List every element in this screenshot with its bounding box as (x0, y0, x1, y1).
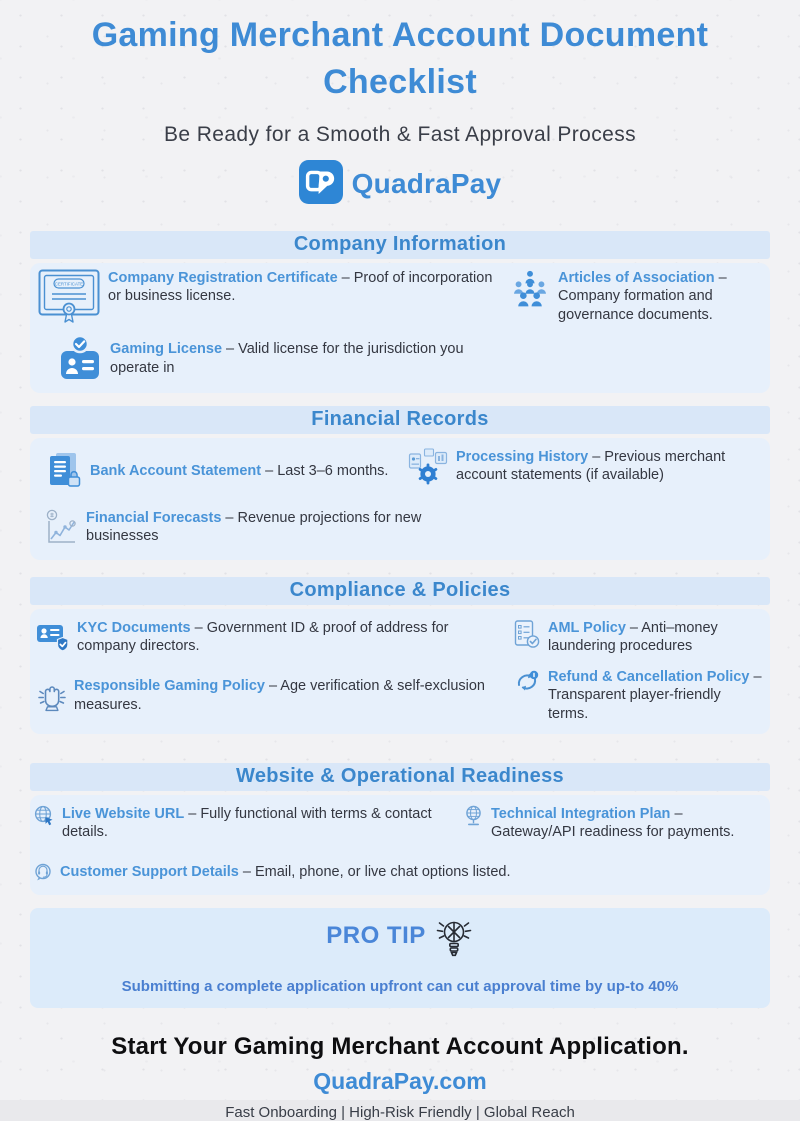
kyc-id-shield-icon (36, 622, 69, 652)
section-title: Company Information (293, 233, 507, 256)
list-item (464, 805, 766, 848)
list-item (510, 269, 762, 329)
item-title: Company Registration Certificate (108, 269, 338, 286)
gear-documents-icon (408, 448, 448, 486)
lightbulb-icon (434, 917, 474, 966)
item-desc: – Gateway/API readiness for payments. (491, 805, 735, 841)
certificate-icon (38, 269, 100, 325)
item-title: Articles of Association (558, 269, 715, 286)
item-title: Gaming License (110, 341, 223, 358)
item-title: Refund & Cancellation Policy (548, 668, 750, 685)
item-desc: – Revenue projections for new businesses (86, 509, 422, 545)
page-title: Gaming Merchant Account Document Checklist (91, 16, 709, 101)
item-desc: – Age verification & self-exclusion measures. (74, 678, 485, 713)
chart-forecast-icon (44, 508, 78, 546)
section-title: Website & Operational Readiness (236, 765, 564, 788)
list-item (38, 448, 398, 495)
item-title: Financial Forecasts (86, 509, 222, 526)
section-content (30, 795, 770, 895)
item-desc: – Last 3–6 months. (265, 463, 389, 480)
item-desc: – Anti–money laundering procedures (548, 619, 718, 655)
globe-stand-icon (464, 805, 483, 827)
item-title: AML Policy (548, 619, 626, 636)
list-item (514, 668, 764, 724)
people-group-icon (510, 269, 550, 311)
item-desc: – Proof of incorporation or business license. (108, 269, 493, 305)
item-title: KYC Documents (77, 619, 191, 636)
refresh-coin-icon (514, 668, 540, 695)
item-desc: – Valid license for the jurisdiction you operate in (110, 341, 464, 376)
bank-statement-icon (46, 451, 82, 491)
brand-name: QuadraPay (351, 168, 502, 200)
item-title: Processing History (456, 448, 589, 465)
item-title: Bank Account Statement (90, 463, 262, 480)
id-card-check-icon (58, 335, 102, 383)
pro-tip-title: PRO TIP (326, 921, 426, 949)
item-desc: – Government ID & proof of address for company directors. (77, 619, 449, 655)
fist-icon (36, 680, 66, 712)
section-compliance-policies (30, 577, 770, 734)
section-website-readiness (30, 763, 770, 895)
globe-cursor-icon (34, 805, 54, 826)
section-title: Financial Records (311, 408, 489, 431)
section-content (30, 263, 770, 393)
section-header (30, 577, 770, 605)
section-header (30, 763, 770, 791)
list-item (514, 619, 764, 656)
section-content (30, 438, 770, 560)
item-desc: – Transparent player-friendly terms. (548, 668, 762, 722)
list-item (408, 448, 762, 495)
website-link[interactable]: QuadraPay.com (313, 1067, 487, 1094)
item-title: Responsible Gaming Policy (74, 678, 265, 695)
item-desc: – Previous merchant account statements (if available) (456, 448, 726, 484)
item-title: Technical Integration Plan (491, 805, 671, 822)
list-item (36, 619, 504, 656)
list-item (38, 333, 500, 385)
list-item (38, 269, 500, 329)
checklist-check-icon (514, 619, 540, 649)
section-header (30, 231, 770, 259)
svg-text:CERTIFICATE: CERTIFICATE (54, 281, 84, 287)
section-title: Compliance & Policies (289, 579, 511, 602)
section-header (30, 406, 770, 434)
list-item (38, 505, 490, 550)
section-content (30, 609, 770, 734)
chat-support-icon (34, 863, 52, 881)
brand-logo (0, 160, 800, 209)
item-desc: – Email, phone, or live chat options listed. (242, 863, 511, 880)
page-subtitle: Be Ready for a Smooth & Fast Approval Process (163, 122, 637, 146)
list-item (34, 860, 766, 885)
list-item (36, 668, 504, 724)
item-title: Customer Support Details (60, 863, 239, 880)
quadrapay-logo-icon (299, 160, 343, 209)
pro-tip-text: Submitting a complete application upfront can cut approval time by up-to 40% (121, 977, 679, 995)
footer-cta: Start Your Gaming Merchant Account Application. (111, 1032, 689, 1060)
item-desc: – Fully functional with terms & contact details. (62, 805, 432, 841)
pro-tip-box (30, 908, 770, 1008)
item-title: Live Website URL (62, 805, 185, 822)
section-financial-records (30, 406, 770, 560)
item-desc: – Company formation and governance documents. (558, 269, 727, 323)
list-item (34, 805, 454, 848)
section-company-information (30, 231, 770, 393)
footer-tagline: Fast Onboarding | High-Risk Friendly | Global Reach (225, 1103, 575, 1121)
